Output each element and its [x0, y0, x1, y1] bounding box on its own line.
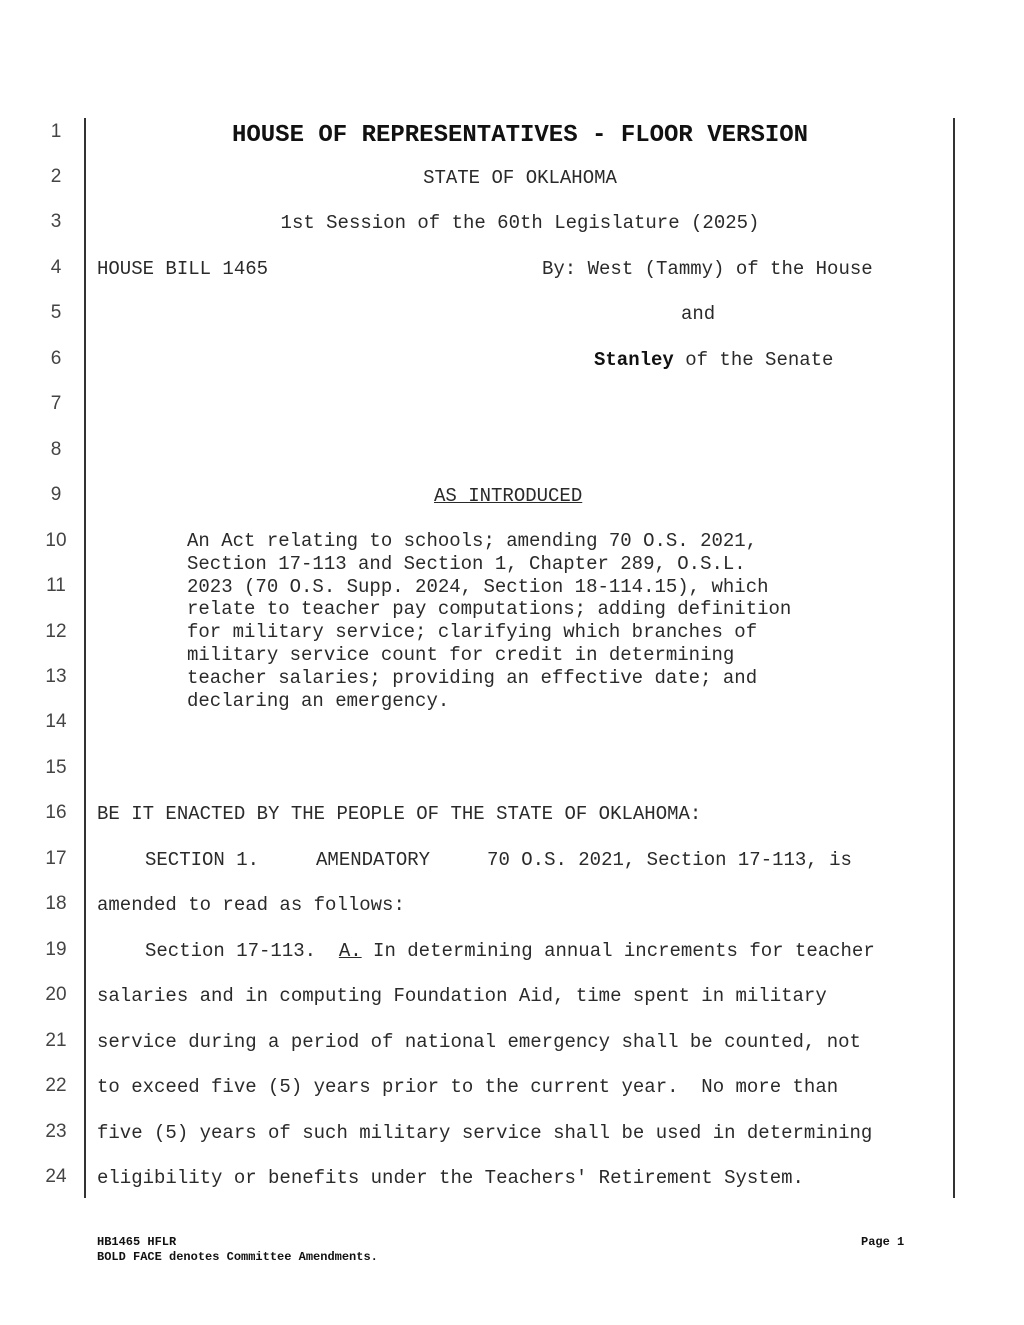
line-number: 15 — [45, 757, 67, 778]
section-17-113-line — [145, 940, 875, 962]
abstract-line: for military service; clarifying which branches of — [187, 621, 758, 644]
line-number: 22 — [45, 1075, 67, 1096]
line-number: 16 — [45, 802, 67, 823]
line-number: 10 — [45, 530, 67, 551]
line-number: 7 — [50, 393, 62, 414]
document-title: HOUSE OF REPRESENTATIVES - FLOOR VERSION — [231, 122, 809, 149]
line-number: 8 — [50, 439, 62, 460]
line-number: 17 — [45, 848, 67, 869]
line-number: 2 — [50, 166, 62, 187]
author-conjunction: and — [681, 303, 716, 325]
page-number: Page 1 — [861, 1235, 905, 1249]
line-number: 24 — [45, 1166, 67, 1187]
act-abstract — [187, 530, 867, 712]
line-number: 23 — [45, 1121, 67, 1142]
right-margin-rule — [953, 118, 955, 1198]
section-heading-cont: amended to read as follows: — [97, 894, 405, 916]
state-name: STATE OF OKLAHOMA — [423, 167, 617, 189]
subsection-marker: A. — [338, 940, 362, 962]
footer-note: BOLD FACE denotes Committee Amendments. — [97, 1250, 378, 1264]
abstract-line: An Act relating to schools; amending 70 O.S. 2021, — [187, 530, 758, 552]
footer-doc-id: HB1465 HFLR — [97, 1235, 177, 1249]
bill-status: AS INTRODUCED — [434, 485, 583, 507]
senate-author — [594, 349, 833, 371]
line-number: 4 — [50, 257, 62, 278]
line-number: 6 — [50, 348, 62, 369]
bill-number: HOUSE BILL 1465 — [97, 258, 269, 280]
abstract-line: declaring an emergency. — [187, 689, 450, 712]
body-line: salaries and in computing Foundation Aid, time spent in military — [97, 985, 827, 1007]
session-line: 1st Session of the 60th Legislature (2025) — [280, 212, 760, 234]
body-line: five (5) years of such military service shall be used in determining — [97, 1122, 873, 1144]
abstract-line: Section 17-113 and Section 1, Chapter 289, O.S.L. — [187, 552, 746, 575]
line-number: 1 — [50, 121, 62, 142]
body-line: service during a period of national emergency shall be counted, not — [97, 1031, 861, 1053]
line-number: 13 — [45, 666, 67, 687]
body-line: eligibility or benefits under the Teachers' Retirement System. — [97, 1167, 804, 1189]
section-rest: In determining annual increments for teacher — [361, 940, 875, 962]
abstract-line: teacher salaries; providing an effective date; and — [187, 666, 758, 689]
line-number: 20 — [45, 984, 67, 1005]
senate-author-name: Stanley — [594, 349, 674, 371]
section-heading: SECTION 1. AMENDATORY 70 O.S. 2021, Section 17-113, is — [145, 849, 852, 871]
left-margin-rule — [84, 118, 86, 1198]
line-number: 12 — [45, 621, 67, 642]
abstract-line: 2023 (70 O.S. Supp. 2024, Section 18-114.15), which — [187, 575, 769, 598]
senate-author-suffix: of the Senate — [673, 349, 834, 371]
line-number: 19 — [45, 939, 67, 960]
line-number: 11 — [46, 575, 66, 596]
body-line: to exceed five (5) years prior to the current year. No more than — [97, 1076, 839, 1098]
abstract-line: military service count for credit in determining — [187, 643, 735, 666]
house-author: By: West (Tammy) of the House — [542, 258, 873, 280]
line-number: 21 — [45, 1030, 67, 1051]
line-number: 14 — [45, 711, 67, 732]
line-number: 9 — [50, 484, 62, 505]
section-prefix: Section 17-113. — [145, 940, 339, 962]
line-number: 5 — [50, 302, 62, 323]
enacting-clause: BE IT ENACTED BY THE PEOPLE OF THE STATE OF OKLAHOMA: — [97, 803, 702, 825]
line-number: 18 — [45, 893, 67, 914]
line-number: 3 — [50, 211, 62, 232]
abstract-line: relate to teacher pay computations; adding definition — [187, 598, 792, 621]
